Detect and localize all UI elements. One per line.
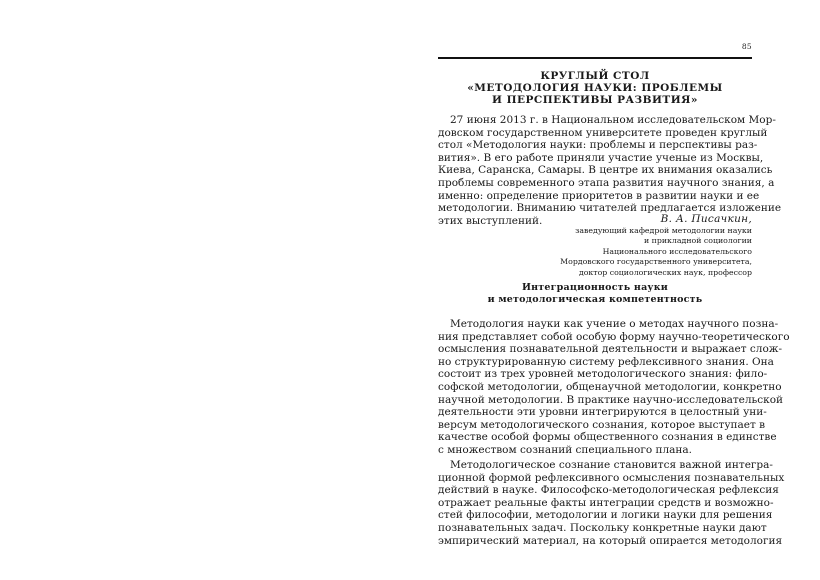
- text-line: довском государственном университете проведен круглый: [438, 126, 768, 139]
- text-line: ционной формой рефлексивного осмысления познавательных: [438, 471, 785, 484]
- text-line: этих выступлений.: [438, 214, 543, 227]
- text-line: версум методологического сознания, которое выступает в: [438, 418, 766, 431]
- text-line: состоит из трех уровней методологического знания: фило-: [438, 368, 768, 381]
- text-line: с множеством сознаний специального плана.: [438, 443, 693, 456]
- text-line: Методология науки как учение о методах научного позна-: [450, 318, 779, 330]
- text-line: проблемы современного этапа развития научного знания, а: [438, 176, 775, 189]
- text-line: именно: определение приоритетов в развитии науки и ее: [438, 189, 760, 202]
- text-line: действий в науке. Философско-методологическая рефлексия: [438, 484, 779, 497]
- page-number: 85: [741, 42, 752, 51]
- affiliation-line: Национального исследовательского: [602, 246, 752, 256]
- text-line: деятельности эти уровни интегрируются в целостный уни-: [438, 406, 767, 419]
- text-line: качестве особой формы общественного сознания в единстве: [438, 431, 777, 444]
- text-line: ния представляет собой особую форму научно-теоретического: [438, 330, 790, 343]
- text-line: научной методологии. В практике научно-исследовательской: [438, 393, 784, 406]
- author-name: В. А. Писачкин,: [660, 213, 752, 225]
- text-line: 27 июня 2013 г. в Национальном исследовательском Мор-: [450, 114, 776, 126]
- text-line: методологии. Вниманию читателей предлагается изложение: [438, 202, 782, 215]
- text-line: Киева, Саранска, Самары. В центре их внимания оказались: [438, 164, 773, 177]
- text-line: Методологическое сознание становится важной интегра-: [450, 459, 773, 471]
- roundtable-title: [438, 70, 752, 106]
- affiliation-line: Мордовского государственного университета,: [560, 257, 752, 267]
- title-line: КРУГЛЫЙ СТОЛ: [540, 70, 650, 82]
- intro-paragraph: [438, 114, 782, 227]
- section-title-line: Интеграционность науки: [521, 282, 669, 293]
- title-line: И ПЕРСПЕКТИВЫ РАЗВИТИЯ»: [492, 94, 698, 106]
- author-block: [438, 213, 752, 278]
- section-title-line: и методологическая компетентность: [487, 294, 703, 305]
- text-line: познавательных задач. Поскольку конкретные науки дают: [438, 521, 767, 534]
- text-line: стей философии, методологии и логики науки для решения: [438, 509, 773, 522]
- text-line: вития». В его работе приняли участие ученые из Москвы,: [438, 151, 764, 164]
- text-line: осмысления познавательной деятельности и выражает слож-: [438, 343, 782, 356]
- section-title: [438, 282, 752, 306]
- affiliation-line: заведующий кафедрой методологии науки: [575, 226, 752, 235]
- header-rule: [438, 57, 752, 59]
- title-line: «МЕТОДОЛОГИЯ НАУКИ: ПРОБЛЕМЫ: [467, 82, 723, 94]
- body-paragraph-2: [438, 459, 785, 547]
- body-paragraph-1: [438, 318, 790, 457]
- text-line: эмпирический материал, на который опирается методология: [438, 534, 783, 547]
- affiliation-line: доктор социологических наук, профессор: [578, 267, 752, 277]
- affiliation-line: и прикладной социологии: [644, 236, 752, 246]
- text-line: но структурированную систему рефлексивного знания. Она: [438, 355, 774, 368]
- text-line: отражает реальные факты интеграции средств и возможно-: [438, 496, 774, 509]
- text-line: стол «Методология науки: проблемы и перспективы раз-: [438, 139, 758, 152]
- text-line: софской методологии, общенаучной методологии, конкретно: [438, 380, 782, 393]
